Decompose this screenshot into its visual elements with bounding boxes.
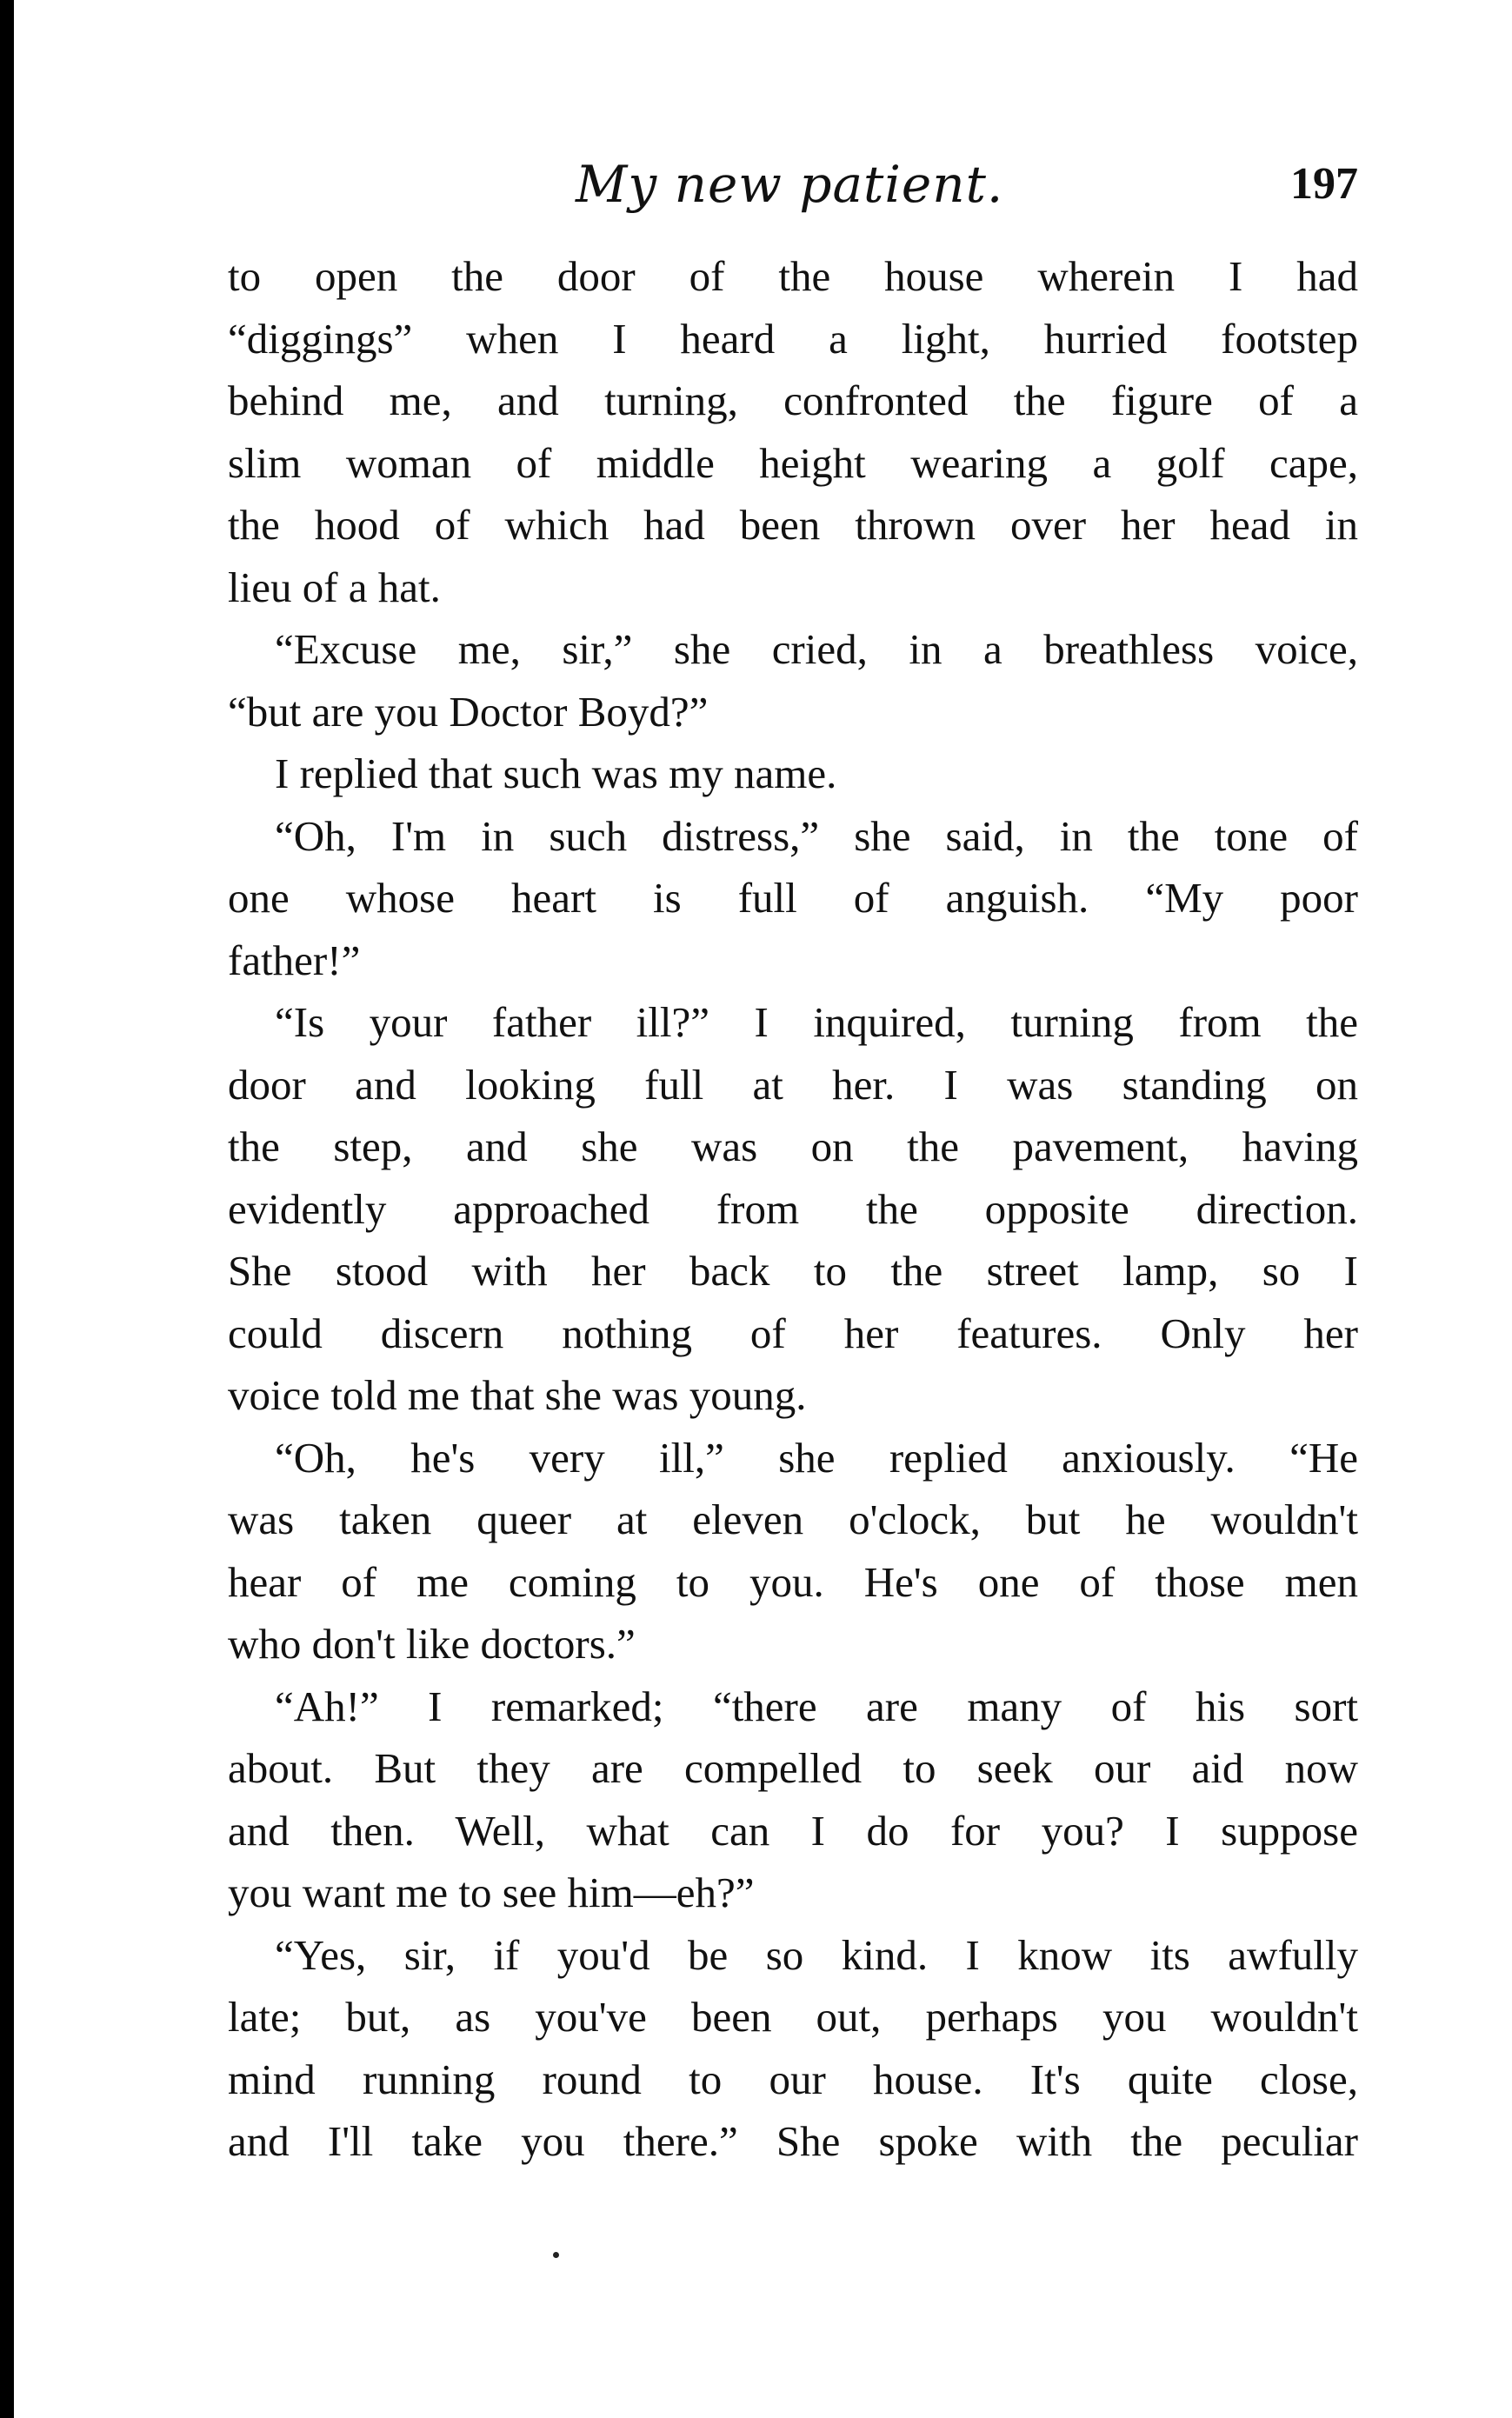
text-line: mind running round to our house. It's quite close, [228,2055,1358,2103]
text-line: hear of me coming to you. He's one of those men [228,1557,1358,1606]
text-line: father!” [228,936,361,984]
text-line: who don't like doctors.” [228,1620,636,1668]
text-line: one whose heart is full of anguish. “My poor [228,874,1358,922]
running-title: My new patient. [576,155,1004,214]
text-line: and I'll take you there.” She spoke with the peculiar [228,2117,1358,2165]
text-line: the hood of which had been thrown over her head in [228,501,1358,549]
text-line: She stood with her back to the street lamp, so I [228,1247,1358,1295]
text-line: to open the door of the house wherein I had [228,252,1358,300]
ink-speck [553,2252,559,2258]
running-head [228,150,1358,219]
text-line: “Oh, I'm in such distress,” she said, in the tone of [275,811,1358,860]
text-line: “Excuse me, sir,” she cried, in a breathless voice, [275,625,1358,673]
text-line: “Yes, sir, if you'd be so kind. I know its awfully [275,1930,1358,1979]
text-line: “Ah!” I remarked; “there are many of his sort [275,1682,1358,1730]
text-line: about. But they are compelled to seek our aid now [228,1744,1358,1792]
text-line: I replied that such was my name. [275,749,837,797]
page-number: 197 [1290,159,1358,209]
text-line: and then. Well, what can I do for you? I suppose [228,1806,1358,1855]
text-line: slim woman of middle height wearing a golf cape, [228,438,1358,487]
text-line: “Oh, he's very ill,” she replied anxiously. “He [275,1433,1358,1482]
text-line: “Is your father ill?” I inquired, turning from the [275,998,1358,1046]
text-line: lieu of a hat. [228,563,441,611]
text-line: you want me to see him—eh?” [228,1868,755,1916]
text-line: behind me, and turning, confronted the figure of a [228,376,1358,424]
text-line: was taken queer at eleven o'clock, but he wouldn't [228,1495,1358,1543]
text-line: the step, and she was on the pavement, having [228,1122,1358,1170]
text-line: door and looking full at her. I was standing on [228,1060,1358,1109]
body-text [228,245,1358,2173]
text-line: “but are you Doctor Boyd?” [228,687,709,736]
text-line: “diggings” when I heard a light, hurried footstep [228,314,1358,363]
text-line: late; but, as you've been out, perhaps you wouldn't [228,1993,1358,2041]
page-binding-edge [0,0,14,2418]
text-line: could discern nothing of her features. Only her [228,1309,1358,1357]
text-line: voice told me that she was young. [228,1371,807,1419]
text-line: evidently approached from the opposite direction. [228,1184,1358,1233]
